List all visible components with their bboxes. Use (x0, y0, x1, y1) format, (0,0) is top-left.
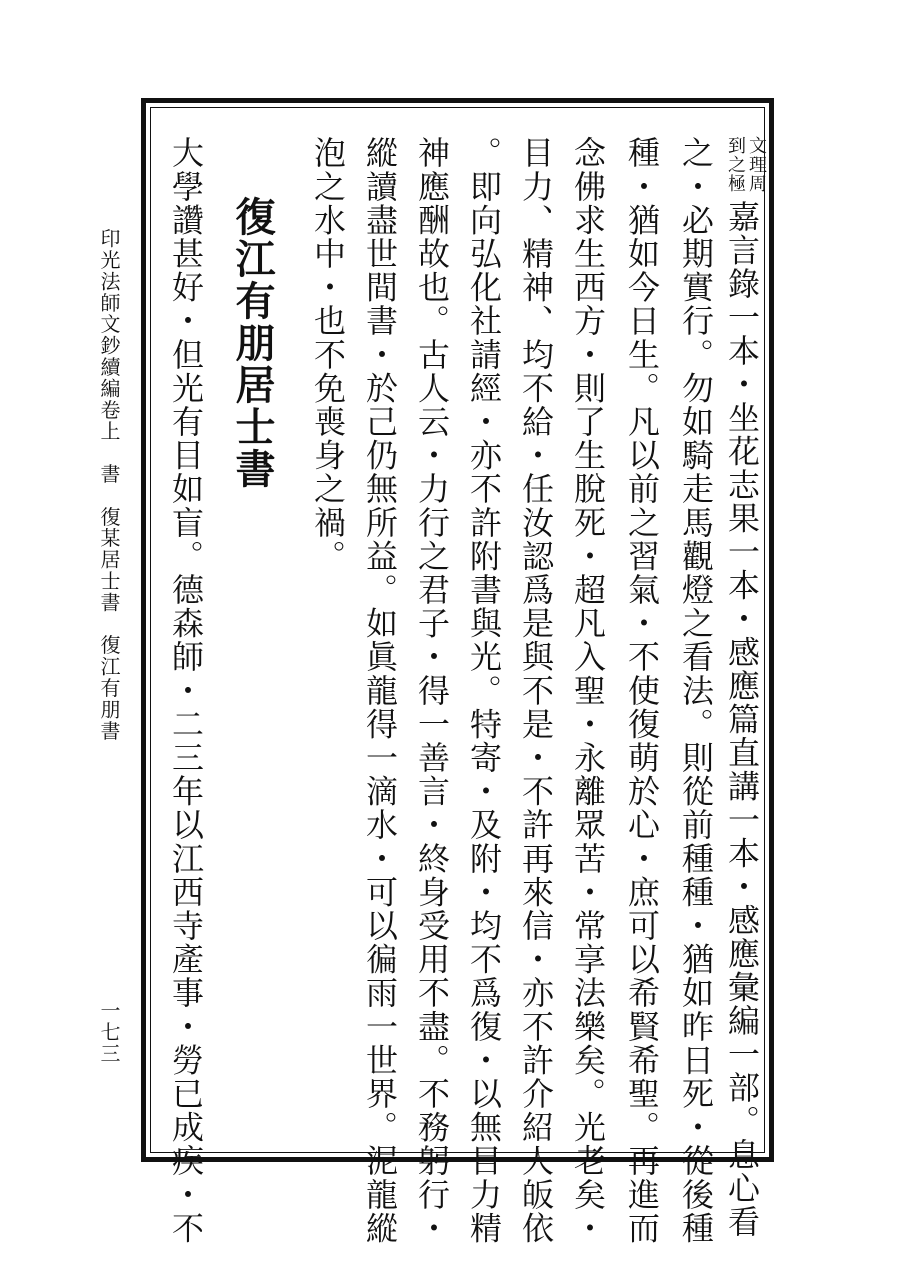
text-column-6: 。即向弘化社請經・亦不許附書與光。特寄・及附・均不爲復・以無目力精 (465, 136, 503, 1245)
annotation-line-1: 文理周 (746, 136, 767, 193)
running-title: 印光法師文鈔續編卷上 書 復某居士書 復江有朋書 (97, 228, 121, 742)
text-column-5: 目力、精神、均不給・任汝認爲是與不是・不許再來信・亦不許介紹人皈依 (517, 136, 555, 1245)
text-column-2: 之・必期實行。勿如騎走馬觀燈之看法。則從前種種・猶如昨日死・從後種 (677, 136, 715, 1245)
annotation-note (717, 136, 773, 200)
text-column-9: 泡之水中・也不免喪身之禍。 (309, 136, 347, 573)
text-column-7: 神應酬故也。古人云・力行之君子・得一善言・終身受用不盡。不務躬行・ (413, 136, 451, 1245)
text-column-10: 大學讚甚好・但光有目如盲。德森師・二三年以江西寺產事・勞已成疾・不 (167, 136, 205, 1245)
text-column-1: 嘉言錄一本・坐花志果一本・感應篇直講一本・感應彙編一部。息心看 (723, 200, 761, 1239)
page-number: 一七三 (97, 1000, 121, 1065)
annotation-line-2: 到之極 (725, 136, 746, 193)
text-column-4: 念佛求生西方・則了生脫死・超凡入聖・永離眾苦・常享法樂矣。光老矣・ (569, 136, 607, 1245)
section-title: 復江有朋居士書 (229, 196, 276, 490)
text-column-8: 縱讀盡世間書・於己仍無所益。如眞龍得一滴水・可以徧雨一世界。泥龍縱 (361, 136, 399, 1245)
text-column-3: 種・猶如今日生。凡以前之習氣・不使復萌於心・庶可以希賢希聖。再進而 (623, 136, 661, 1245)
